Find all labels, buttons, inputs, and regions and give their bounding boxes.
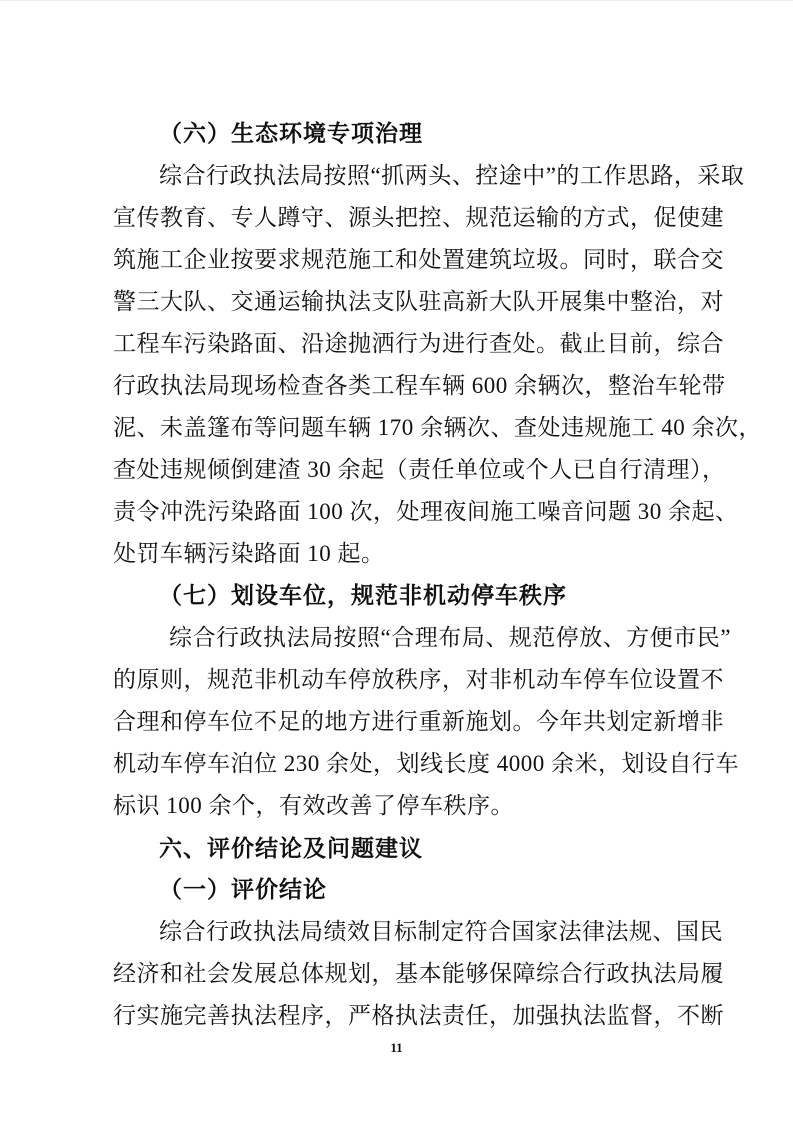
text-line: 泥、未盖篷布等问题车辆 170 余辆次、查处违规施工 40 余次，: [113, 415, 762, 440]
paragraph-parking: [113, 617, 739, 827]
heading-section-7-parking: （七）划设车位，规范非机动停车秩序: [159, 583, 567, 608]
text-line: 责令冲洗污染路面 100 次，处理夜间施工噪音问题 30 余起、: [113, 499, 739, 524]
text-line: 综合行政执法局绩效目标制定符合国家法律法规、国民: [159, 919, 723, 944]
text-line: 经济和社会发展总体规划，基本能够保障综合行政执法局履: [113, 961, 724, 986]
text-line: 的原则，规范非机动车停放秩序，对非机动车停车位设置不: [113, 667, 724, 692]
text-line: 机动车停车泊位 230 余处，划线长度 4000 余米，划设自行车: [113, 751, 739, 776]
text-line: 行政执法局现场检查各类工程车辆 600 余辆次，整治车轮带: [113, 373, 726, 398]
text-line: 标识 100 余个，有效改善了停车秩序。: [113, 793, 514, 818]
heading-section-1-conclusion: （一）评价结论: [159, 877, 327, 902]
text-line: 工程车污染路面、沿途抛洒行为进行查处。截止目前，综合: [113, 331, 724, 356]
paragraph-conclusion: [113, 911, 724, 1037]
text-line: 综合行政执法局按照“抓两头、控途中”的工作思路，采取: [159, 163, 745, 188]
text-line: 筑施工企业按要求规范施工和处置建筑垃圾。同时，联合交: [113, 247, 724, 272]
text-line: 宣传教育、专人蹲守、源头把控、规范运输的方式，促使建: [113, 205, 724, 230]
text-line: 警三大队、交通运输执法支队驻高新大队开展集中整治，对: [113, 289, 724, 314]
text-line: 处罚车辆污染路面 10 起。: [113, 541, 385, 566]
page-number: 11: [390, 1040, 403, 1055]
text-line: 综合行政执法局按照“合理布局、规范停放、方便市民”: [169, 625, 731, 650]
text-line: 行实施完善执法程序，严格执法责任，加强执法监督，不断: [113, 1003, 724, 1028]
text-line: 合理和停车位不足的地方进行重新施划。今年共划定新增非: [113, 709, 724, 734]
paragraph-env: [113, 155, 762, 575]
text-line: 查处违规倾倒建渣 30 余起（责任单位或个人已自行清理），: [113, 457, 726, 482]
page-content: [113, 1, 762, 1037]
heading-chapter-6-evaluation: 六、评价结论及问题建议: [159, 835, 423, 861]
heading-section-6-env: （六）生态环境专项治理: [159, 121, 423, 146]
